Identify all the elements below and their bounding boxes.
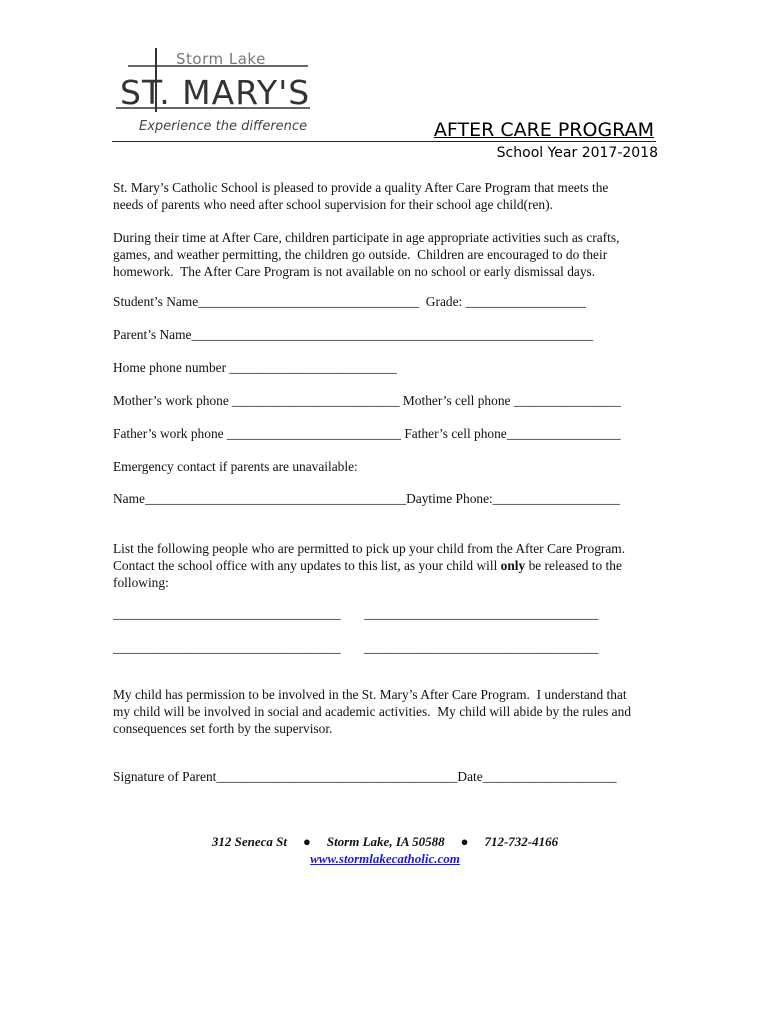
footer-address <box>0 834 770 850</box>
permission-line: My child has permission to be involved in the St. Mary’s After Care Program. I understand that <box>113 687 627 702</box>
bullet-icon: ● <box>460 834 469 849</box>
permission-paragraph <box>113 686 658 737</box>
logo-city: Storm Lake <box>176 50 266 68</box>
footer-street: 312 Seneca St <box>211 834 287 849</box>
pickup-person-row[interactable]: __________________________________ ___________________________________ <box>113 606 599 621</box>
mother-phone-fields[interactable]: Mother’s work phone _________________________ Mother’s cell phone ________________ <box>113 393 621 408</box>
footer-phone: 712-732-4166 <box>484 834 559 849</box>
emergency-contact-label: Emergency contact if parents are unavailable: <box>113 459 358 474</box>
activities-paragraph <box>113 229 658 280</box>
home-phone-field[interactable]: Home phone number _________________________ <box>113 360 397 375</box>
parent-name-field[interactable]: Parent’s Name____________________________________________________________ <box>113 327 594 342</box>
website-link[interactable]: www.stormlakecatholic.com <box>310 851 460 866</box>
pickup-line <box>113 557 658 574</box>
logo-name: ST. MARY'S <box>120 73 311 112</box>
intro-line: St. Mary’s Catholic School is pleased to provide a quality After Care Program that meets the <box>113 180 609 195</box>
pickup-text-end: be released to the <box>525 558 622 573</box>
pickup-paragraph <box>113 540 658 591</box>
pickup-line: following: <box>113 575 169 590</box>
pickup-text: Contact the school office with any updates to this list, as your child will <box>113 558 501 573</box>
footer-city: Storm Lake, IA 50588 <box>326 834 445 849</box>
pickup-line: List the following people who are permitted to pick up your child from the After Care Program. <box>113 541 626 556</box>
pickup-emphasis: only <box>500 558 526 573</box>
header-divider <box>112 141 656 142</box>
pickup-person-row[interactable]: __________________________________ ___________________________________ <box>113 640 599 655</box>
signature-row[interactable]: Signature of Parent____________________________________Date____________________ <box>113 769 617 784</box>
logo-tagline: Experience the difference <box>139 119 308 134</box>
school-logo <box>112 46 322 142</box>
activities-line: homework. The After Care Program is not available on no school or early dismissal days. <box>113 264 596 279</box>
activities-line: During their time at After Care, children participate in age appropriate activities such as crafts, <box>113 230 620 245</box>
permission-line: my child will be involved in social and academic activities. My child will abide by the rules and <box>113 704 632 719</box>
student-name-field[interactable]: Student’s Name_________________________________ Grade: __________________ <box>113 294 587 309</box>
permission-line: consequences set forth by the supervisor. <box>113 721 333 736</box>
intro-line: needs of parents who need after school supervision for their school age child(ren). <box>113 197 553 212</box>
emergency-contact-fields[interactable]: Name_______________________________________Daytime Phone:___________________ <box>113 491 620 506</box>
father-phone-fields[interactable]: Father’s work phone __________________________ Father’s cell phone_________________ <box>113 426 621 441</box>
document-subtitle: School Year 2017-2018 <box>496 145 658 161</box>
activities-line: games, and weather permitting, the children go outside. Children are encouraged to do their <box>113 247 608 262</box>
bullet-icon: ● <box>302 834 311 849</box>
intro-paragraph <box>113 179 658 213</box>
document-title: AFTER CARE PROGRAM <box>433 119 654 141</box>
